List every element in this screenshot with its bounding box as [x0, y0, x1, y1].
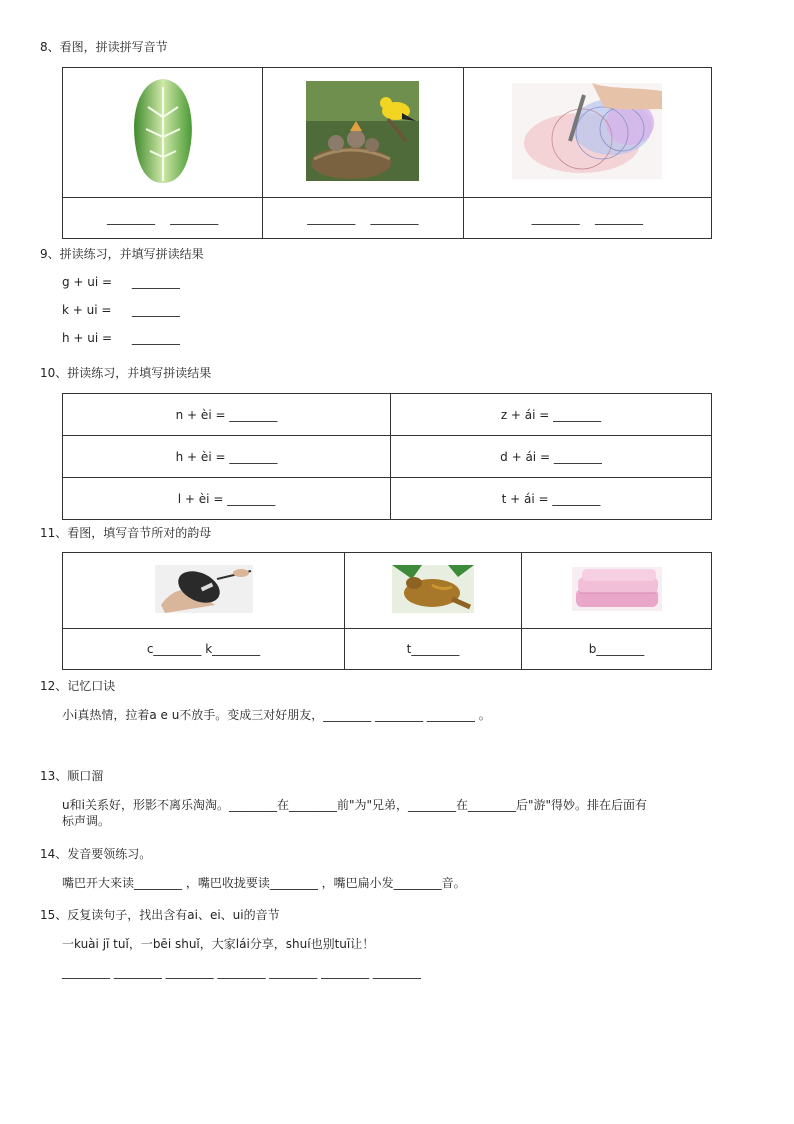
q13-line-2: 标声调。 [62, 814, 111, 828]
q8-blank-1a[interactable]: ________ [106, 211, 155, 225]
coloring-pencil-icon [512, 83, 662, 179]
pink-towels-icon [572, 567, 662, 611]
q10-cell-3-left[interactable]: l + èi = ________ [63, 478, 391, 520]
q10-title: 10、拼读练习，并填写拼读结果 [40, 366, 212, 380]
cabbage-icon [128, 77, 198, 185]
q9-expr-1: g + ui = [62, 275, 113, 289]
q8-answer-cell-2[interactable] [263, 198, 463, 239]
q10-cell-3-right[interactable]: t + ái = ________ [391, 478, 712, 520]
q8-image-cell-3 [463, 68, 711, 198]
q9-row-2 [62, 303, 180, 317]
q14-text[interactable]: 嘴巴开大来读________ ，嘴巴收拢要读________ ，嘴巴扁小发________音。 [62, 876, 466, 890]
q10-table [62, 393, 712, 520]
q12-text[interactable]: 小i真热情，拉着a e u不放手。变成三对好朋友，________ ________ ________ 。 [62, 708, 491, 722]
q9-row-3 [62, 331, 180, 345]
q8-blank-2a[interactable]: ________ [307, 211, 356, 225]
q11-table [62, 552, 712, 670]
q11-image-cell-3 [522, 553, 712, 629]
q11-image-cell-1 [63, 553, 345, 629]
q9-blank-1[interactable]: ________ [131, 275, 180, 289]
q9-expr-3: h + ui = [62, 331, 113, 345]
q9-expr-2: k + ui = [62, 303, 112, 317]
q10-cell-2-left[interactable]: h + èi = ________ [63, 436, 391, 478]
q8-blank-1b[interactable]: ________ [170, 211, 219, 225]
q9-row-1 [62, 275, 180, 289]
q12-title: 12、记忆口诀 [40, 679, 116, 693]
q11-answer-1[interactable]: c________ k________ [63, 629, 345, 670]
q10-cell-1-right[interactable]: z + ái = ________ [391, 394, 712, 436]
birds-nest-icon [306, 81, 419, 181]
q11-answer-3[interactable]: b________ [522, 629, 712, 670]
q8-answer-cell-3[interactable] [463, 198, 711, 239]
q15-blanks[interactable]: ________ ________ ________ ________ ________ ________ ________ [62, 965, 421, 979]
q8-blank-3b[interactable]: ________ [594, 211, 643, 225]
q8-title: 8、看图，拼读拼写音节 [40, 40, 168, 54]
q8-answer-cell-1[interactable] [63, 198, 263, 239]
q15-title: 15、反复读句子，找出含有ai、ei、ui的音节 [40, 908, 280, 922]
q8-image-cell-1 [63, 68, 263, 198]
q11-title: 11、看图，填写音节所对的韵母 [40, 526, 212, 540]
q9-title: 9、拼读练习，并填写拼读结果 [40, 247, 204, 261]
q13-title: 13、顺口溜 [40, 769, 104, 783]
q11-image-cell-2 [345, 553, 522, 629]
q13-line-1[interactable]: u和i关系好，形影不离乐淘淘。________在________前"为"兄弟，________在________后"游"得妙。排在后面有 [62, 798, 648, 812]
q8-table [62, 67, 712, 239]
q11-answer-2[interactable]: t________ [345, 629, 522, 670]
q8-image-cell-2 [263, 68, 463, 198]
q10-cell-2-right[interactable]: d + ái = ________ [391, 436, 712, 478]
q8-blank-3a[interactable]: ________ [531, 211, 580, 225]
q10-cell-1-left[interactable]: n + èi = ________ [63, 394, 391, 436]
q9-blank-3[interactable]: ________ [131, 331, 180, 345]
q9-blank-2[interactable]: ________ [131, 303, 180, 317]
q8-blank-2b[interactable]: ________ [370, 211, 419, 225]
mouse-hand-icon [155, 565, 253, 613]
roast-chicken-icon [392, 565, 474, 613]
q14-title: 14、发音要领练习。 [40, 847, 152, 861]
q15-sentence: 一kuài jī tuǐ，一bēi shuǐ，大家lái分享，shuí也别tuī让！ [62, 937, 375, 951]
